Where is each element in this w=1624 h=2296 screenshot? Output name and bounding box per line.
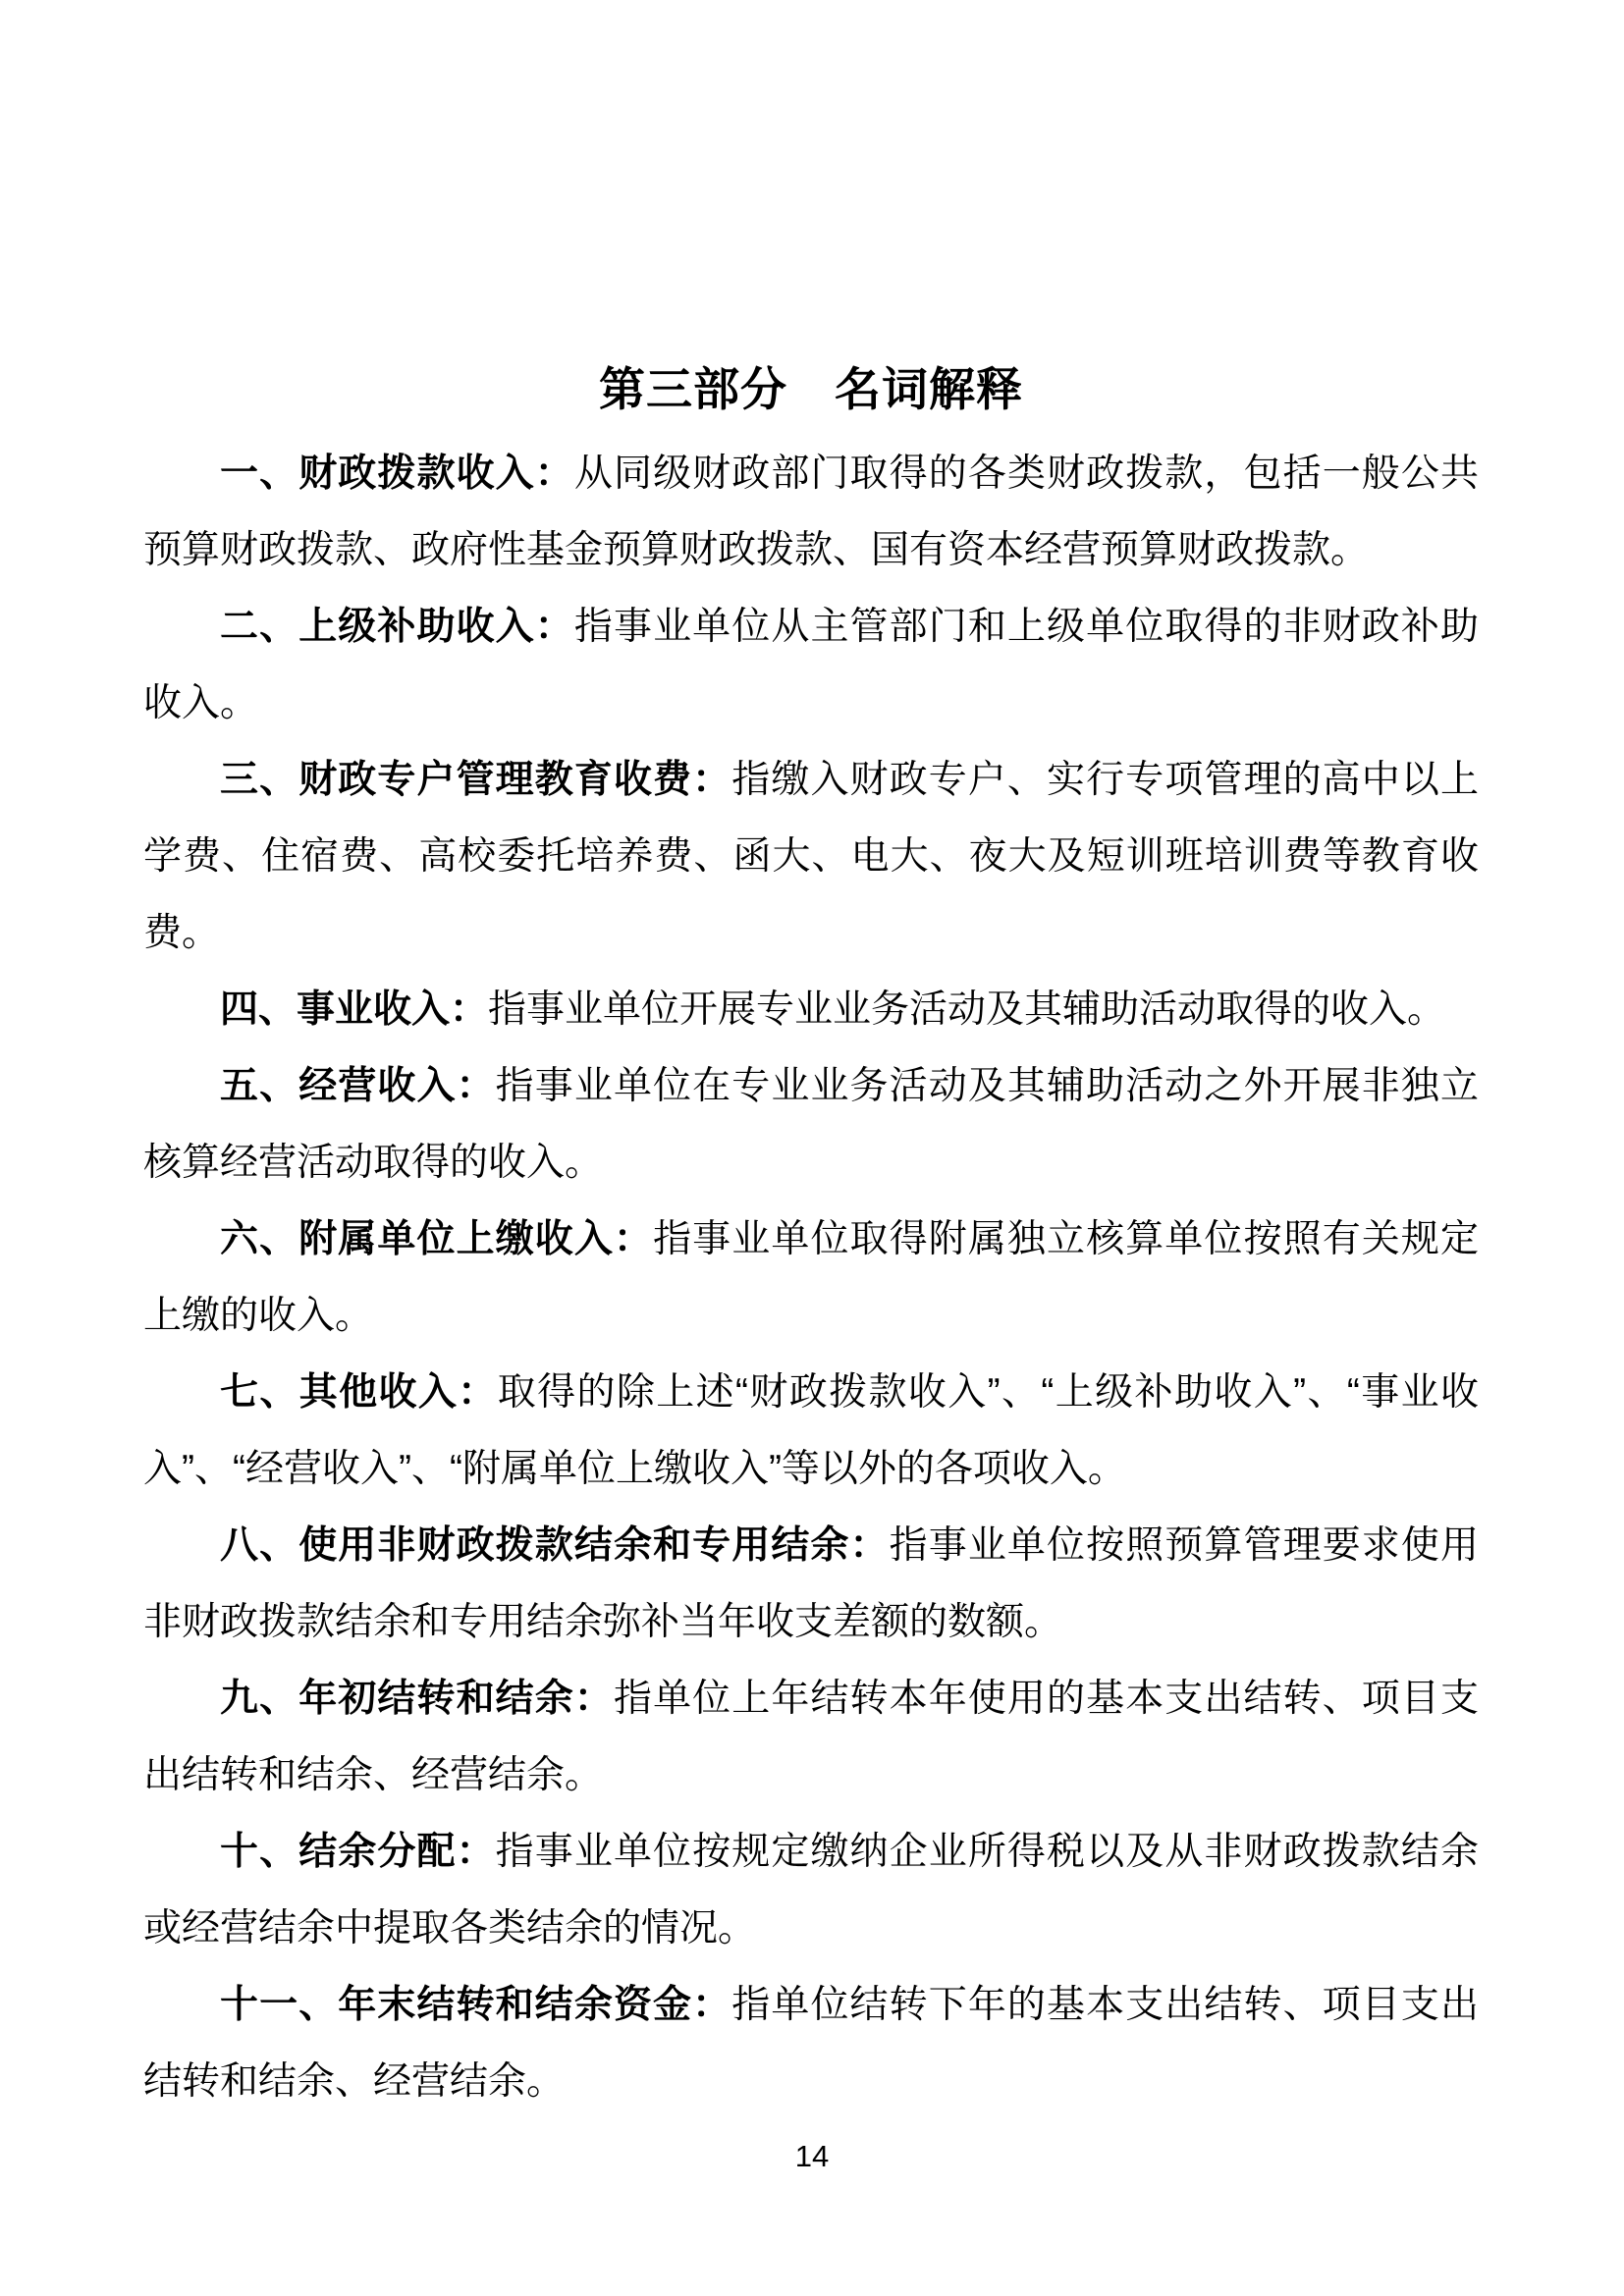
glossary-definition: 指单位上年结转本年使用的基本支出结转、项目支出结转和结余、经营结余。 [143,1678,1479,1796]
glossary-list [143,436,1479,2120]
glossary-term: 三、财政专户管理教育收费： [220,759,732,801]
glossary-entry [143,589,1479,742]
glossary-definition: 指事业单位按照预算管理要求使用非财政拨款结余和专用结余弥补当年收支差额的数额。 [143,1524,1479,1643]
glossary-term: 一、财政拨款收入： [220,453,574,495]
page-title: 第三部分 名词解释 [599,363,1023,415]
glossary-term: 八、使用非财政拨款结余和专用结余： [220,1524,890,1567]
glossary-term: 十一、年末结转和结余资金： [220,1984,732,2026]
glossary-definition: 指事业单位取得附属独立核算单位按照有关规定上缴的收入。 [143,1218,1479,1337]
glossary-entry [143,436,1479,589]
document-content [143,351,1479,2120]
glossary-entry [143,1048,1479,1201]
glossary-entry [143,1661,1479,1814]
glossary-term: 十、结余分配： [220,1831,496,1873]
glossary-definition: 取得的除上述“财政拨款收入”、“上级补助收入”、“事业收入”、“经营收入”、“附属单位上缴收入”等以外的各项收入。 [143,1371,1479,1490]
glossary-entry [143,972,1479,1048]
glossary-term: 四、事业收入： [220,988,489,1031]
glossary-term: 五、经营收入： [220,1065,496,1107]
glossary-term: 七、其他收入： [220,1371,498,1414]
glossary-definition: 指事业单位按规定缴纳企业所得税以及从非财政拨款结余或经营结余中提取各类结余的情况。 [143,1831,1479,1949]
glossary-term: 二、上级补助收入： [220,606,574,648]
page-number: 14 [794,2139,830,2173]
glossary-definition: 指事业单位在专业业务活动及其辅助活动之外开展非独立核算经营活动取得的收入。 [143,1065,1479,1184]
glossary-definition: 指事业单位开展专业业务活动及其辅助活动取得的收入。 [488,988,1446,1031]
glossary-definition: 指单位结转下年的基本支出结转、项目支出结转和结余、经营结余。 [143,1984,1479,2103]
glossary-entry [143,1201,1479,1355]
glossary-entry [143,742,1479,972]
glossary-entry [143,1355,1479,1508]
glossary-entry [143,1967,1479,2120]
glossary-entry [143,1814,1479,1967]
glossary-term: 九、年初结转和结余： [220,1678,614,1720]
glossary-entry [143,1508,1479,1661]
glossary-definition: 指事业单位从主管部门和上级单位取得的非财政补助收入。 [143,606,1479,724]
glossary-term: 六、附属单位上缴收入： [220,1218,654,1260]
glossary-definition: 指缴入财政专户、实行专项管理的高中以上学费、住宿费、高校委托培养费、函大、电大、夜大及短训班培训费等教育收费。 [143,759,1479,954]
glossary-definition: 从同级财政部门取得的各类财政拨款，包括一般公共预算财政拨款、政府性基金预算财政拨款、国有资本经营预算财政拨款。 [143,453,1479,571]
